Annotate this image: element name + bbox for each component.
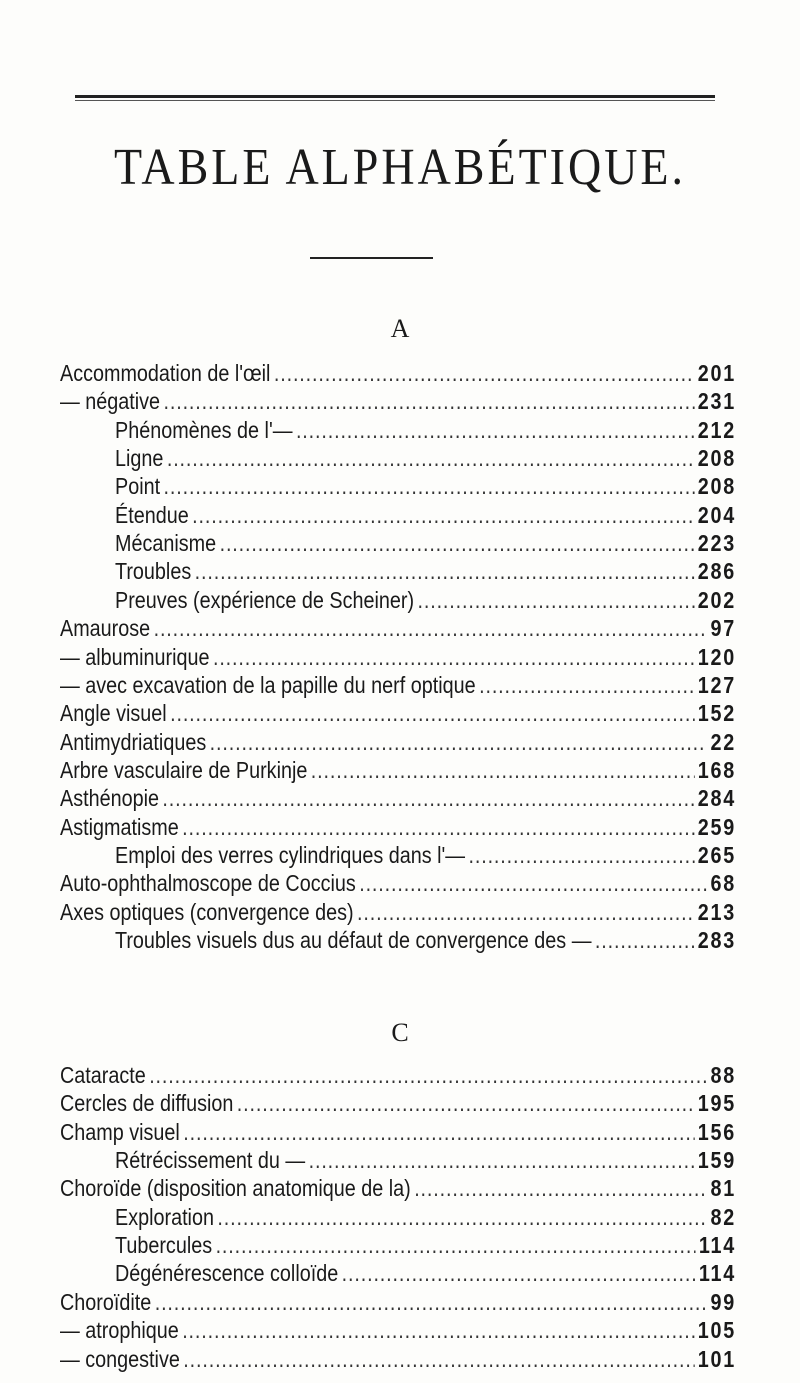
index-entry xyxy=(115,1258,736,1288)
dot-leader xyxy=(183,1344,694,1374)
entry-term: Champ visuel xyxy=(60,1118,180,1145)
entry-page-number: 208 xyxy=(697,473,736,500)
entry-page-number: 283 xyxy=(697,927,736,953)
entry-page-number: 208 xyxy=(697,445,736,472)
entry-page-number: 99 xyxy=(710,1288,736,1315)
entry-page-number: 81 xyxy=(710,1175,736,1202)
dot-leader xyxy=(359,868,707,898)
entry-page-number: 82 xyxy=(710,1203,736,1230)
entry-term: Choroïdite xyxy=(60,1288,152,1315)
entry-term: Astigmatisme xyxy=(60,813,179,840)
entry-term: Phénomènes de l'— xyxy=(115,416,293,443)
entry-term: Exploration xyxy=(115,1203,214,1230)
dot-leader xyxy=(195,556,695,586)
entry-page-number: 265 xyxy=(697,841,736,868)
index-entry xyxy=(60,698,736,728)
entry-page-number: 120 xyxy=(697,643,736,670)
entry-term: Troubles visuels dus au défaut de convergence des — xyxy=(115,927,592,953)
entry-page-number: 168 xyxy=(697,756,736,783)
index-entry xyxy=(115,556,736,586)
index-entry xyxy=(60,1117,736,1147)
dot-leader xyxy=(357,897,694,927)
dot-leader xyxy=(182,1315,694,1345)
dot-leader xyxy=(479,670,694,700)
dot-leader xyxy=(216,1230,696,1260)
index-entry xyxy=(60,670,736,700)
dot-leader xyxy=(274,358,694,388)
index-entry xyxy=(60,755,736,785)
index-entry xyxy=(60,897,736,927)
entry-page-number: 159 xyxy=(697,1147,736,1174)
index-entry xyxy=(115,925,736,955)
index-entry xyxy=(60,613,736,643)
entry-page-number: 97 xyxy=(710,615,736,642)
index-entry xyxy=(115,500,736,530)
entry-term: Point xyxy=(115,473,161,500)
entry-term: Emploi des verres cylindriques dans l'— xyxy=(115,841,466,868)
top-double-rule xyxy=(75,95,715,101)
section-letter-c: C xyxy=(391,1018,409,1047)
dot-leader xyxy=(296,415,694,445)
entry-page-number: 68 xyxy=(710,870,736,897)
dot-leader xyxy=(183,1117,694,1147)
entry-term: Arbre vasculaire de Purkinje xyxy=(60,756,308,783)
entry-term: Mécanisme xyxy=(115,530,217,557)
entry-term: Cataracte xyxy=(60,1062,146,1088)
entry-term: Preuves (expérience de Scheiner) xyxy=(115,586,415,613)
dot-leader xyxy=(164,471,695,501)
entry-page-number: 114 xyxy=(698,1260,736,1287)
entry-page-number: 156 xyxy=(697,1118,736,1145)
dot-leader xyxy=(342,1258,696,1288)
index-entry xyxy=(115,415,736,445)
dot-leader xyxy=(162,783,694,813)
entry-term: — atrophique xyxy=(60,1317,179,1344)
index-entry xyxy=(115,585,736,615)
index-entry xyxy=(60,1315,736,1345)
index-entry xyxy=(60,358,736,388)
index-entry xyxy=(115,471,736,501)
dot-leader xyxy=(309,1145,695,1175)
dot-leader xyxy=(311,755,695,785)
index-entry xyxy=(115,1145,736,1175)
entry-page-number: 22 xyxy=(710,728,736,755)
index-entry xyxy=(60,727,736,757)
entry-page-number: 259 xyxy=(697,813,736,840)
index-entry xyxy=(60,1060,736,1090)
index-entry xyxy=(60,783,736,813)
dot-leader xyxy=(167,443,694,473)
entry-term: Troubles xyxy=(115,558,192,585)
entry-page-number: 127 xyxy=(697,671,736,698)
entry-page-number: 284 xyxy=(697,785,736,812)
entry-term: Dégénérescence colloïde xyxy=(115,1260,339,1287)
index-entry xyxy=(115,1230,736,1260)
entry-term: Accommodation de l'œil xyxy=(60,360,271,386)
entry-term: Asthénopie xyxy=(60,785,159,812)
dot-leader xyxy=(170,698,694,728)
index-entry xyxy=(60,1287,736,1317)
dot-leader xyxy=(469,840,695,870)
index-entry xyxy=(115,528,736,558)
dot-leader xyxy=(154,613,707,643)
index-entry xyxy=(60,868,736,898)
title-underline xyxy=(310,257,433,259)
dot-leader xyxy=(182,812,694,842)
entry-term: Ligne xyxy=(115,445,164,472)
entry-page-number: 202 xyxy=(697,586,736,613)
dot-leader xyxy=(217,1202,707,1232)
index-entry xyxy=(60,1173,736,1203)
dot-leader xyxy=(149,1060,707,1090)
index-entry xyxy=(115,443,736,473)
index-entry xyxy=(115,840,736,870)
entry-term: Auto-ophthalmoscope de Coccius xyxy=(60,870,356,897)
entry-term: Cercles de diffusion xyxy=(60,1090,234,1117)
entry-page-number: 88 xyxy=(710,1062,736,1088)
index-entry xyxy=(60,1088,736,1118)
entry-page-number: 213 xyxy=(697,898,736,925)
entry-term: Antimydriatiques xyxy=(60,728,207,755)
entry-page-number: 286 xyxy=(697,558,736,585)
index-entry xyxy=(60,812,736,842)
index-entry xyxy=(115,1202,736,1232)
entry-term: Angle visuel xyxy=(60,700,167,727)
entry-term: — négative xyxy=(60,388,161,415)
dot-leader xyxy=(213,642,694,672)
entry-page-number: 223 xyxy=(697,530,736,557)
dot-leader xyxy=(155,1287,707,1317)
entry-term: Amaurose xyxy=(60,615,151,642)
section-letter-a: A xyxy=(390,314,410,343)
dot-leader xyxy=(220,528,695,558)
entry-term: Tubercules xyxy=(115,1232,213,1259)
index-entry xyxy=(60,386,736,416)
entry-term: Axes optiques (convergence des) xyxy=(60,898,354,925)
entry-page-number: 195 xyxy=(697,1090,736,1117)
dot-leader xyxy=(164,386,695,416)
dot-leader xyxy=(414,1173,707,1203)
entry-term: — congestive xyxy=(60,1345,180,1372)
entry-page-number: 105 xyxy=(697,1317,736,1344)
entry-term: — albuminurique xyxy=(60,643,210,670)
entry-page-number: 101 xyxy=(697,1345,736,1372)
entry-term: Étendue xyxy=(115,501,189,528)
entry-page-number: 114 xyxy=(698,1232,736,1259)
entry-page-number: 201 xyxy=(697,360,736,386)
dot-leader xyxy=(595,925,694,955)
index-entry xyxy=(60,1344,736,1374)
entry-term: — avec excavation de la papille du nerf optique xyxy=(60,671,476,698)
index-entry xyxy=(60,642,736,672)
entry-page-number: 152 xyxy=(697,700,736,727)
dot-leader xyxy=(210,727,707,757)
entry-term: Rétrécissement du — xyxy=(115,1147,306,1174)
entry-page-number: 204 xyxy=(697,501,736,528)
dot-leader xyxy=(418,585,695,615)
page-title: TABLE ALPHABÉTIQUE. xyxy=(113,137,687,196)
entry-page-number: 231 xyxy=(697,388,736,415)
entry-page-number: 212 xyxy=(697,416,736,443)
dot-leader xyxy=(192,500,694,530)
dot-leader xyxy=(237,1088,695,1118)
entry-term: Choroïde (disposition anatomique de la) xyxy=(60,1175,411,1202)
